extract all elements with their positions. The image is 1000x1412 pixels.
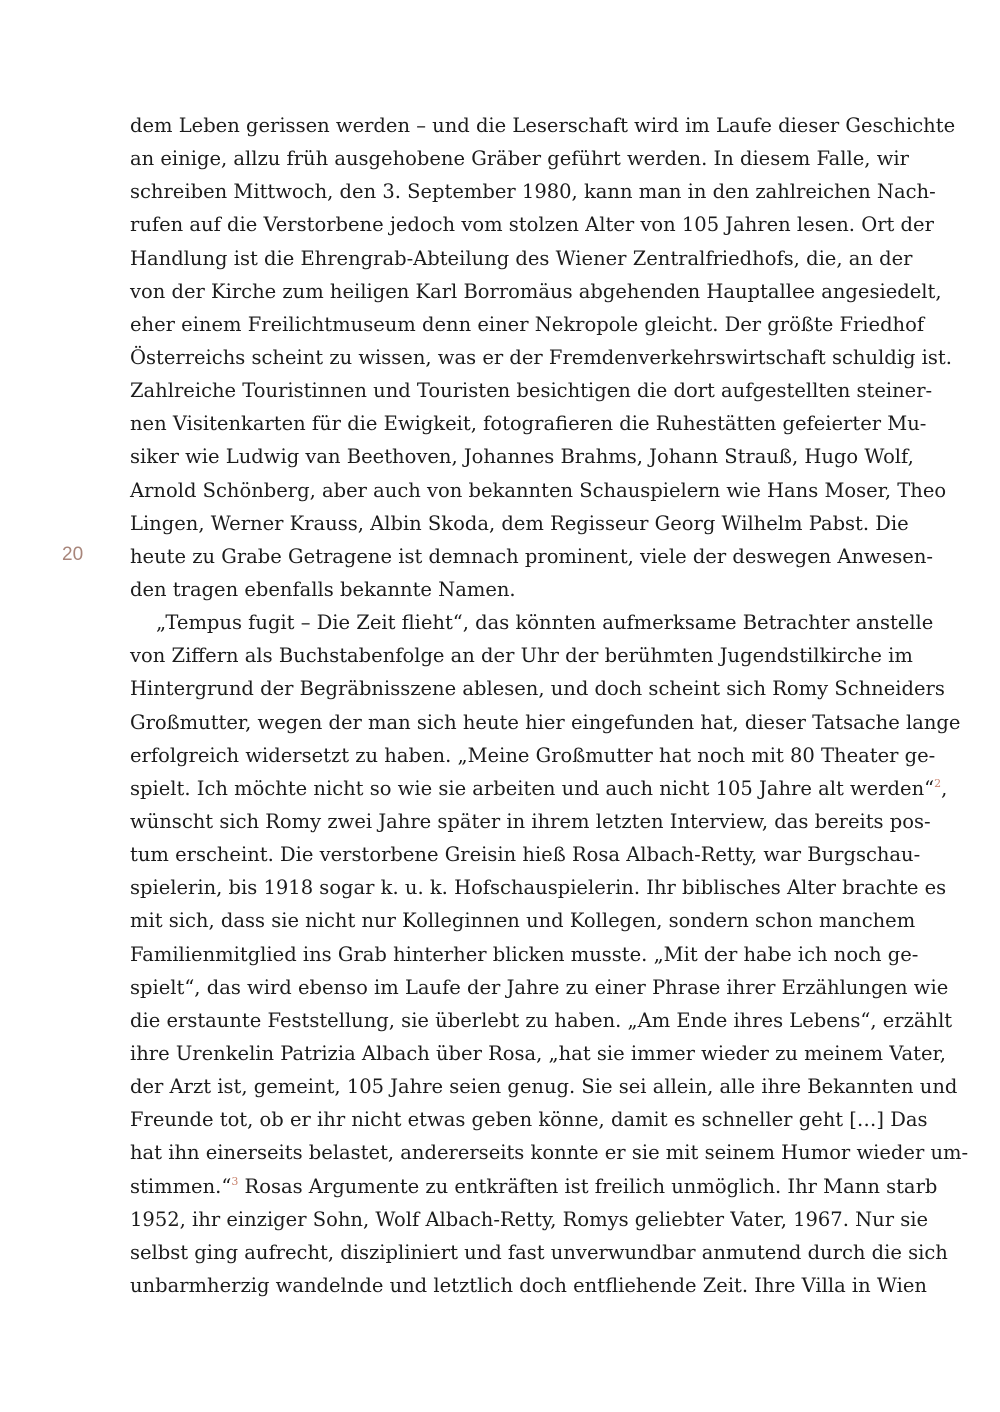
text-line: Österreichs scheint zu wissen, was er der Fremdenverkehrswirtschaft schuldig ist. <box>130 345 952 369</box>
text-line: erfolgreich widersetzt zu haben. „Meine Großmutter hat noch mit 80 Theater ge- <box>130 743 936 767</box>
text-line: „Tempus fugit – Die Zeit flieht“, das könnten aufmerksame Betrachter anstelle <box>156 611 934 635</box>
text-line: Freunde tot, ob er ihr nicht etwas geben könne, damit es schneller geht […] Das <box>130 1108 928 1132</box>
text-line: von Ziffern als Buchstabenfolge an der Uhr der berühmten Jugendstilkirche im <box>130 644 913 668</box>
text-line-footnote-3: stimmen.“$^3$ Rosas Argumente zu entkräften ist freilich unmöglich. Ihr Mann starb <box>130 1174 938 1198</box>
text-line: Lingen, Werner Krauss, Albin Skoda, dem Regisseur Georg Wilhelm Pabst. Die <box>130 511 909 535</box>
page-number: 20 <box>62 544 84 565</box>
text-line: mit sich, dass sie nicht nur Kolleginnen und Kollegen, sondern schon manchem <box>130 909 916 933</box>
footnote-ref-3[interactable]: 3 <box>231 1174 239 1188</box>
paragraph-1 <box>130 109 956 606</box>
paragraph-2 <box>130 606 969 1302</box>
text-line: rufen auf die Verstorbene jedoch vom stolzen Alter von 105 Jahren lesen. Ort der <box>130 213 934 237</box>
text-line: dem Leben gerissen werden – und die Leserschaft wird im Laufe dieser Geschichte <box>130 114 956 137</box>
text-line: hat ihn einerseits belastet, andererseits konnte er sie mit seinem Humor wieder um- <box>130 1141 969 1165</box>
text-line: 1952, ihr einziger Sohn, Wolf Albach-Retty, Romys geliebter Vater, 1967. Nur sie <box>130 1207 929 1231</box>
text-line: an einige, allzu früh ausgehobene Gräber geführt werden. In diesem Falle, wir <box>130 147 909 171</box>
text-line: heute zu Grabe Getragene ist demnach prominent, viele der deswegen Anwesen- <box>130 544 933 568</box>
text-line: wünscht sich Romy zwei Jahre später in ihrem letzten Interview, das bereits pos- <box>130 809 931 833</box>
text-line: den tragen ebenfalls bekannte Namen. <box>130 577 516 601</box>
text-line: unbarmherzig wandelnde und letztlich doch entfliehende Zeit. Ihre Villa in Wien <box>130 1273 927 1297</box>
text-line: spielt“, das wird ebenso im Laufe der Jahre zu einer Phrase ihrer Erzählungen wie <box>130 975 949 999</box>
text-line-footnote-2: spielt. Ich möchte nicht so wie sie arbeiten und auch nicht 105 Jahre alt werden“$^2$, <box>130 776 948 800</box>
text-line: eher einem Freilichtmuseum denn einer Nekropole gleicht. Der größte Friedhof <box>130 312 925 336</box>
text-line: der Arzt ist, gemeint, 105 Jahre seien genug. Sie sei allein, alle ihre Bekannten und <box>130 1075 958 1099</box>
text-line: Zahlreiche Touristinnen und Touristen besichtigen die dort aufgestellten steiner- <box>130 379 933 403</box>
text-line: tum erscheint. Die verstorbene Greisin hieß Rosa Albach-Retty, war Burgschau- <box>130 843 921 867</box>
text-line: spielerin, bis 1918 sogar k. u. k. Hofschauspielerin. Ihr biblisches Alter brachte es <box>130 876 947 900</box>
text-line: Handlung ist die Ehrengrab-Abteilung des Wiener Zentralfriedhofs, die, an der <box>130 246 913 270</box>
text-line: siker wie Ludwig van Beethoven, Johannes Brahms, Johann Strauß, Hugo Wolf, <box>130 445 914 469</box>
text-line: nen Visitenkarten für die Ewigkeit, fotografieren die Ruhestätten gefeierter Mu- <box>130 412 927 436</box>
text-line: ihre Urenkelin Patrizia Albach über Rosa, „hat sie immer wieder zu meinem Vater, <box>130 1041 946 1065</box>
text-line: die erstaunte Feststellung, sie überlebt zu haben. „Am Ende ihres Lebens“, erzählt <box>130 1008 953 1032</box>
footnote-ref-2[interactable]: 2 <box>934 776 942 790</box>
text-line: Arnold Schönberg, aber auch von bekannten Schauspielern wie Hans Moser, Theo <box>130 478 947 502</box>
text-line: schreiben Mittwoch, den 3. September 1980, kann man in den zahlreichen Nach- <box>130 180 936 204</box>
body-text <box>130 109 969 1302</box>
text-line: Großmutter, wegen der man sich heute hier eingefunden hat, dieser Tatsache lange <box>130 710 961 734</box>
text-line: Hintergrund der Begräbnisszene ablesen, und doch scheint sich Romy Schneiders <box>130 677 945 701</box>
text-line: selbst ging aufrecht, diszipliniert und fast unverwundbar anmutend durch die sich <box>130 1240 948 1264</box>
text-line: von der Kirche zum heiligen Karl Borromäus abgehenden Hauptallee angesiedelt, <box>130 279 942 303</box>
text-line: Familienmitglied ins Grab hinterher blicken musste. „Mit der habe ich noch ge- <box>130 942 919 966</box>
